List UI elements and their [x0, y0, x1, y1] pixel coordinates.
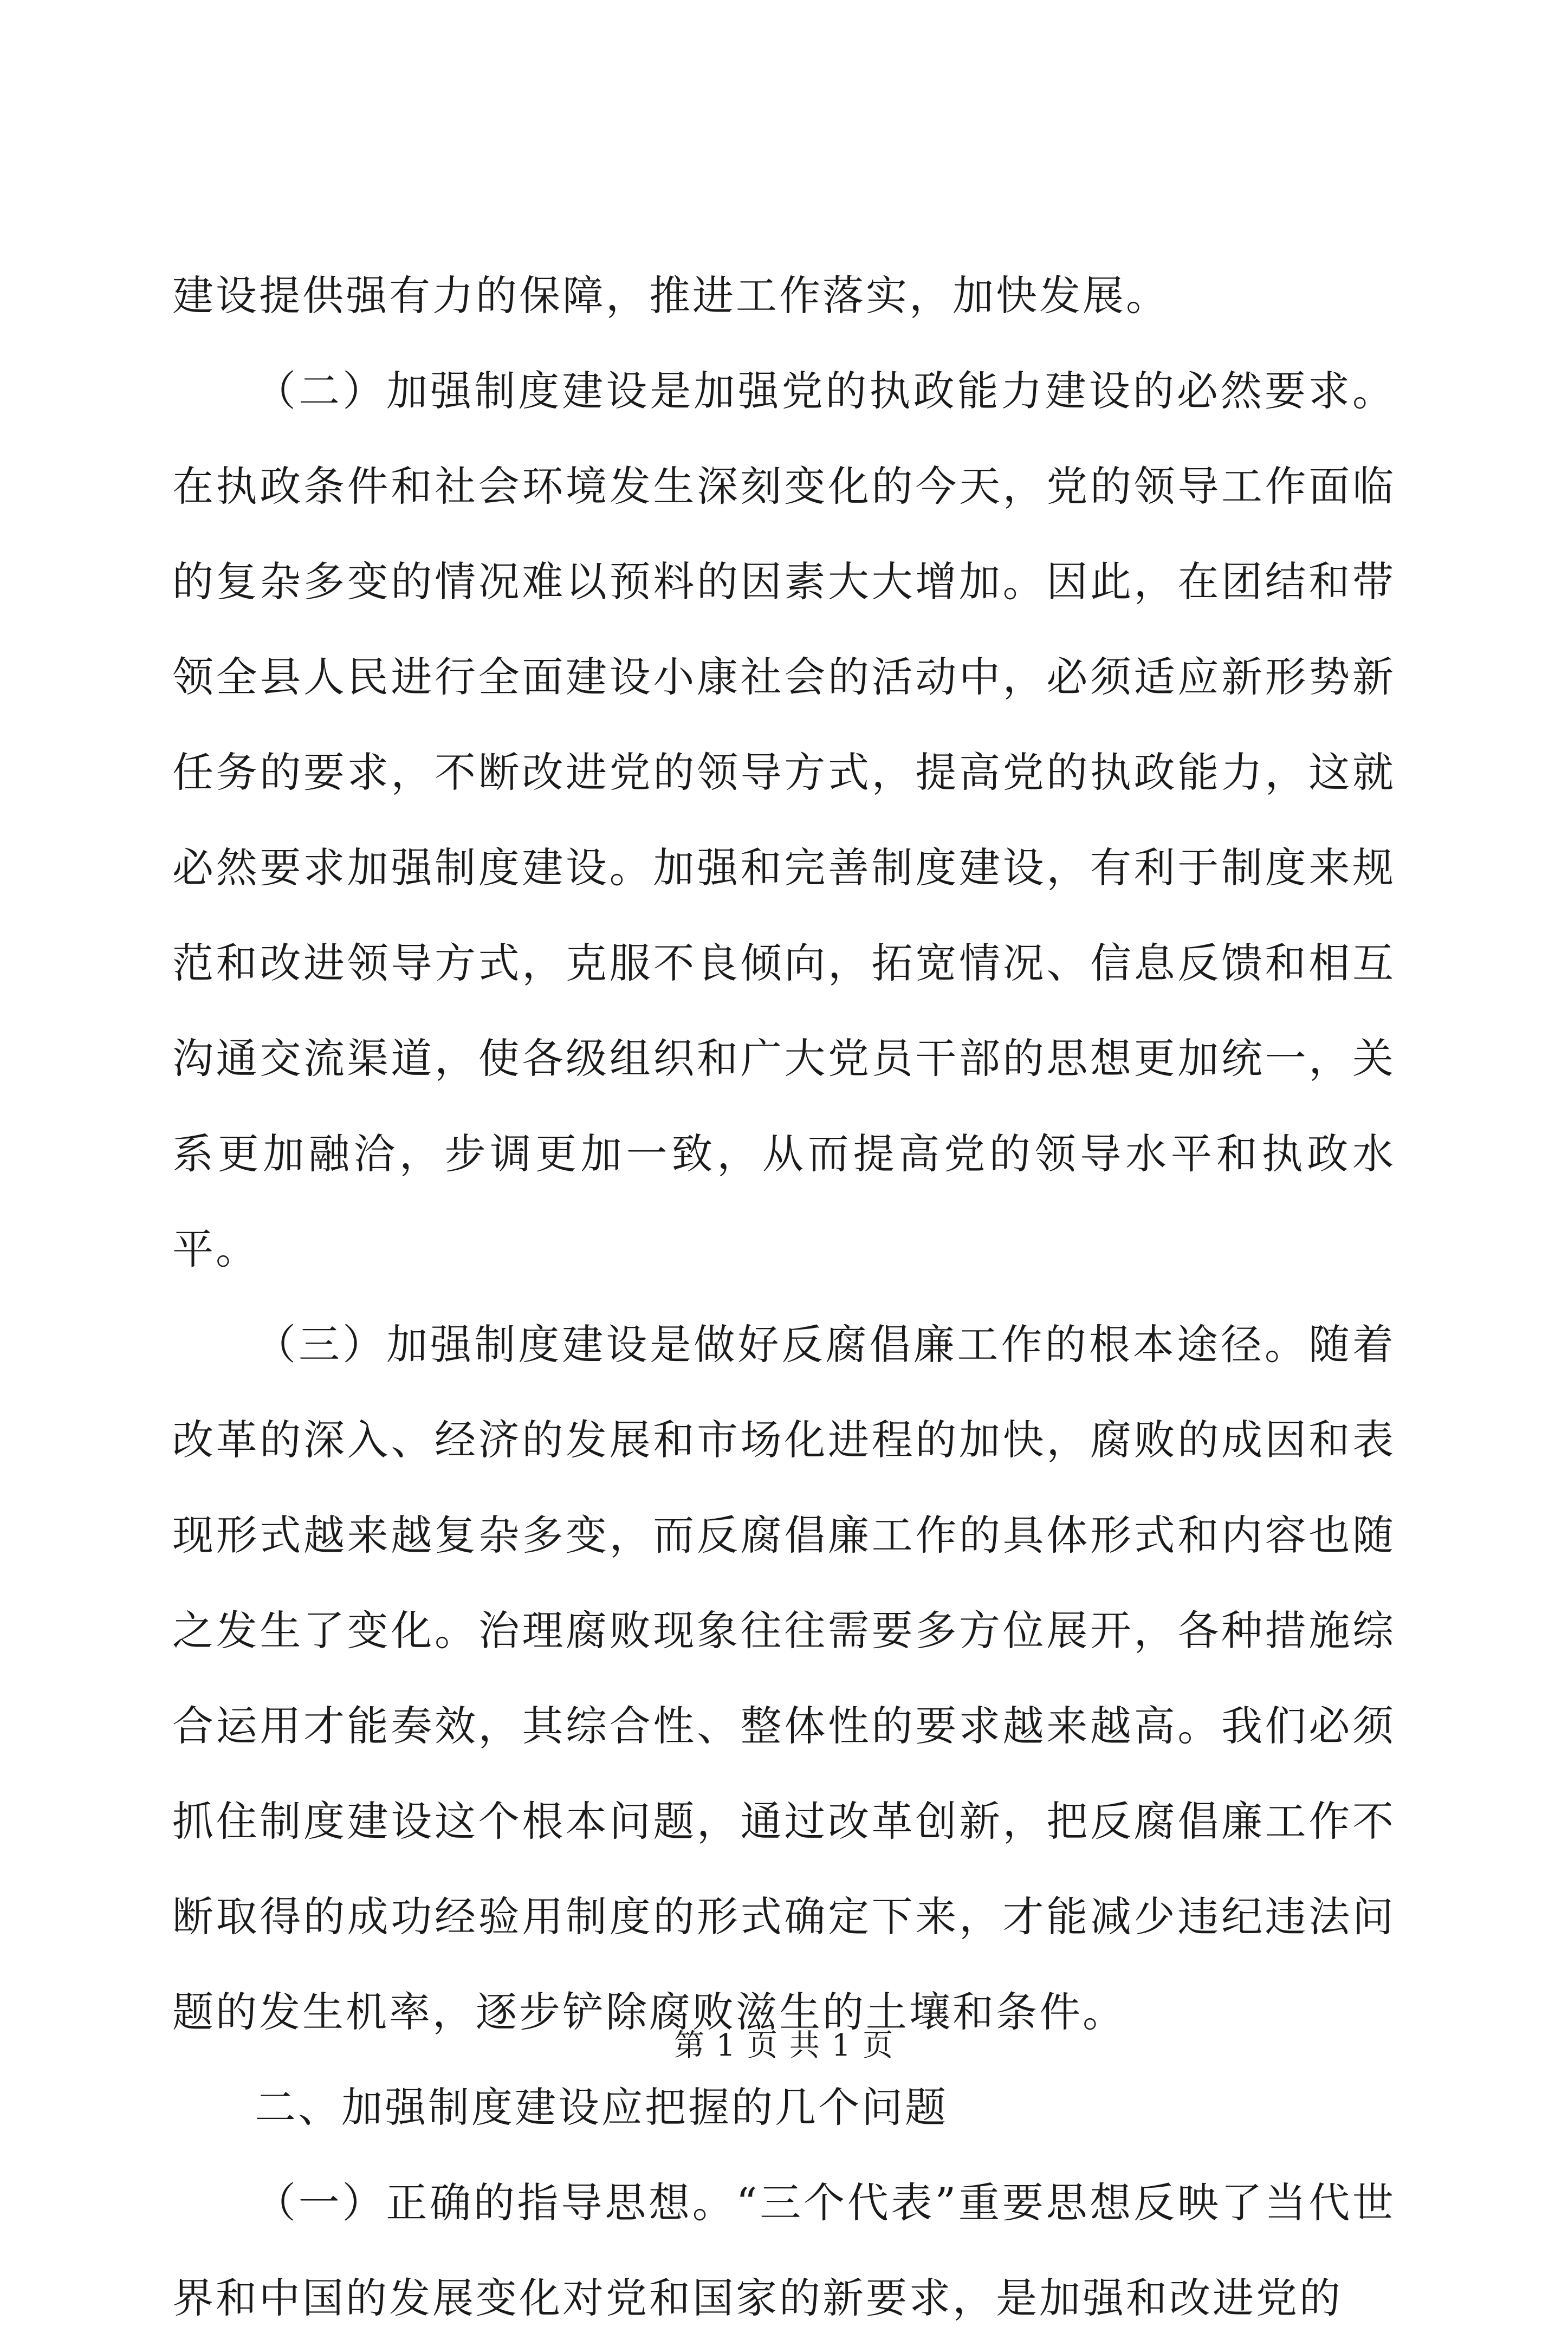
section-heading: 二、加强制度建设应把握的几个问题: [255, 2083, 948, 2131]
paragraph-2: （二）加强制度建设是加强党的执政能力建设的必然要求。在执政条件和社会环境发生深刻变化的今天，党的领导工作面临的复杂多变的情况难以预料的因素大大增加。因此，在团结和带领全县人民进行全面建设小康社会的活动中，必须适应新形势新任务的要求，不断改进党的领导方式，提高党的执政能力，这就必然要求加强制度建设。加强和完善制度建设，有利于制度来规范和改进领导方式，克服不良倾向，拓宽情况、信息反馈和相互沟通交流渠道，使各级组织和广大党员干部的思想更加统一，关系更加融洽，步调更加一致，从而提高党的领导水平和执政水平。: [172, 367, 1396, 1273]
paragraph-1: 建设提供强有力的保障，推进工作落实，加快发展。: [172, 271, 1169, 320]
paragraph-4: （一）正确的指导思想。“三个代表”重要思想反映了当代世界和中国的发展变化对党和国家的新要求，是加强和改进党的: [172, 2179, 1396, 2322]
page-footer: 第 1 页 共 1 页: [673, 2028, 895, 2063]
paragraph-3: （三）加强制度建设是做好反腐倡廉工作的根本途径。随着改革的深入、经济的发展和市场化进程的加快，腐败的成因和表现形式越来越复杂多变，而反腐倡廉工作的具体形式和内容也随之发生了变化。治理腐败现象往往需要多方位展开，各种措施综合运用才能奏效，其综合性、整体性的要求越来越高。我们必须抓住制度建设这个根本问题，通过改革创新，把反腐倡廉工作不断取得的成功经验用制度的形式确定下来，才能减少违纪违法问题的发生机率，逐步铲除腐败滋生的土壤和条件。: [172, 1320, 1396, 2036]
